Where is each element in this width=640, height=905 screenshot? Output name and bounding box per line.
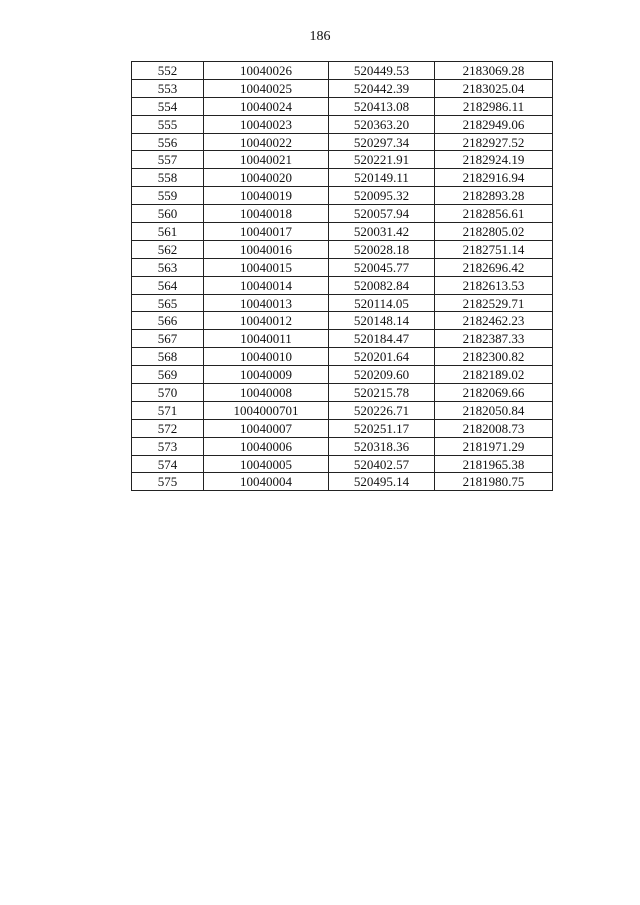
row-number-cell: 566	[132, 312, 204, 330]
y-coordinate-cell: 2182986.11	[435, 97, 553, 115]
point-id-cell: 10040023	[204, 115, 329, 133]
point-id-cell: 10040013	[204, 294, 329, 312]
table-row	[132, 366, 553, 384]
point-id-cell: 10040009	[204, 366, 329, 384]
table-row	[132, 205, 553, 223]
table-row	[132, 437, 553, 455]
y-coordinate-cell: 2182856.61	[435, 205, 553, 223]
x-coordinate-cell: 520045.77	[329, 258, 435, 276]
row-number-cell: 553	[132, 79, 204, 97]
row-number-cell: 555	[132, 115, 204, 133]
x-coordinate-cell: 520149.11	[329, 169, 435, 187]
row-number-cell: 565	[132, 294, 204, 312]
table-body	[132, 62, 553, 491]
row-number-cell: 560	[132, 205, 204, 223]
table-row	[132, 258, 553, 276]
row-number-cell: 564	[132, 276, 204, 294]
x-coordinate-cell: 520082.84	[329, 276, 435, 294]
table-row	[132, 330, 553, 348]
row-number-cell: 552	[132, 62, 204, 80]
table-row	[132, 187, 553, 205]
y-coordinate-cell: 2182916.94	[435, 169, 553, 187]
point-id-cell: 10040011	[204, 330, 329, 348]
x-coordinate-cell: 520028.18	[329, 240, 435, 258]
row-number-cell: 556	[132, 133, 204, 151]
x-coordinate-cell: 520184.47	[329, 330, 435, 348]
row-number-cell: 559	[132, 187, 204, 205]
point-id-cell: 10040026	[204, 62, 329, 80]
page-number: 186	[309, 29, 331, 44]
y-coordinate-cell: 2181971.29	[435, 437, 553, 455]
row-number-cell: 574	[132, 455, 204, 473]
row-number-cell: 561	[132, 223, 204, 241]
y-coordinate-cell: 2182050.84	[435, 401, 553, 419]
point-id-cell: 1004000701	[204, 401, 329, 419]
y-coordinate-cell: 2181980.75	[435, 473, 553, 491]
point-id-cell: 10040005	[204, 455, 329, 473]
row-number-cell: 562	[132, 240, 204, 258]
table-row	[132, 97, 553, 115]
y-coordinate-cell: 2182805.02	[435, 223, 553, 241]
table-row	[132, 62, 553, 80]
table-row	[132, 312, 553, 330]
x-coordinate-cell: 520297.34	[329, 133, 435, 151]
x-coordinate-cell: 520251.17	[329, 419, 435, 437]
x-coordinate-cell: 520363.20	[329, 115, 435, 133]
point-id-cell: 10040018	[204, 205, 329, 223]
point-id-cell: 10040021	[204, 151, 329, 169]
x-coordinate-cell: 520114.05	[329, 294, 435, 312]
point-id-cell: 10040010	[204, 348, 329, 366]
point-id-cell: 10040022	[204, 133, 329, 151]
point-id-cell: 10040004	[204, 473, 329, 491]
x-coordinate-cell: 520057.94	[329, 205, 435, 223]
table-row	[132, 473, 553, 491]
y-coordinate-cell: 2183069.28	[435, 62, 553, 80]
table-row	[132, 240, 553, 258]
row-number-cell: 554	[132, 97, 204, 115]
x-coordinate-cell: 520031.42	[329, 223, 435, 241]
y-coordinate-cell: 2182949.06	[435, 115, 553, 133]
point-id-cell: 10040017	[204, 223, 329, 241]
y-coordinate-cell: 2182529.71	[435, 294, 553, 312]
row-number-cell: 567	[132, 330, 204, 348]
table-row	[132, 419, 553, 437]
point-id-cell: 10040025	[204, 79, 329, 97]
y-coordinate-cell: 2182927.52	[435, 133, 553, 151]
row-number-cell: 563	[132, 258, 204, 276]
y-coordinate-cell: 2182924.19	[435, 151, 553, 169]
row-number-cell: 558	[132, 169, 204, 187]
point-id-cell: 10040019	[204, 187, 329, 205]
x-coordinate-cell: 520201.64	[329, 348, 435, 366]
x-coordinate-cell: 520495.14	[329, 473, 435, 491]
x-coordinate-cell: 520095.32	[329, 187, 435, 205]
table-row	[132, 223, 553, 241]
y-coordinate-cell: 2182189.02	[435, 366, 553, 384]
point-id-cell: 10040008	[204, 384, 329, 402]
row-number-cell: 570	[132, 384, 204, 402]
table-row	[132, 276, 553, 294]
coordinates-table	[131, 61, 553, 491]
row-number-cell: 571	[132, 401, 204, 419]
row-number-cell: 557	[132, 151, 204, 169]
point-id-cell: 10040006	[204, 437, 329, 455]
point-id-cell: 10040020	[204, 169, 329, 187]
table-row	[132, 294, 553, 312]
table-row	[132, 401, 553, 419]
row-number-cell: 575	[132, 473, 204, 491]
y-coordinate-cell: 2182751.14	[435, 240, 553, 258]
y-coordinate-cell: 2182893.28	[435, 187, 553, 205]
x-coordinate-cell: 520442.39	[329, 79, 435, 97]
y-coordinate-cell: 2182613.53	[435, 276, 553, 294]
point-id-cell: 10040014	[204, 276, 329, 294]
x-coordinate-cell: 520209.60	[329, 366, 435, 384]
point-id-cell: 10040016	[204, 240, 329, 258]
table-row	[132, 348, 553, 366]
x-coordinate-cell: 520215.78	[329, 384, 435, 402]
row-number-cell: 569	[132, 366, 204, 384]
y-coordinate-cell: 2181965.38	[435, 455, 553, 473]
table-row	[132, 79, 553, 97]
y-coordinate-cell: 2183025.04	[435, 79, 553, 97]
table-row	[132, 384, 553, 402]
y-coordinate-cell: 2182008.73	[435, 419, 553, 437]
y-coordinate-cell: 2182300.82	[435, 348, 553, 366]
y-coordinate-cell: 2182462.23	[435, 312, 553, 330]
x-coordinate-cell: 520449.53	[329, 62, 435, 80]
x-coordinate-cell: 520148.14	[329, 312, 435, 330]
table-row	[132, 151, 553, 169]
x-coordinate-cell: 520413.08	[329, 97, 435, 115]
x-coordinate-cell: 520221.91	[329, 151, 435, 169]
x-coordinate-cell: 520226.71	[329, 401, 435, 419]
table-row	[132, 115, 553, 133]
point-id-cell: 10040007	[204, 419, 329, 437]
point-id-cell: 10040024	[204, 97, 329, 115]
x-coordinate-cell: 520318.36	[329, 437, 435, 455]
x-coordinate-cell: 520402.57	[329, 455, 435, 473]
point-id-cell: 10040012	[204, 312, 329, 330]
table-row	[132, 133, 553, 151]
y-coordinate-cell: 2182696.42	[435, 258, 553, 276]
row-number-cell: 568	[132, 348, 204, 366]
y-coordinate-cell: 2182387.33	[435, 330, 553, 348]
y-coordinate-cell: 2182069.66	[435, 384, 553, 402]
table-row	[132, 455, 553, 473]
point-id-cell: 10040015	[204, 258, 329, 276]
row-number-cell: 572	[132, 419, 204, 437]
row-number-cell: 573	[132, 437, 204, 455]
table-row	[132, 169, 553, 187]
